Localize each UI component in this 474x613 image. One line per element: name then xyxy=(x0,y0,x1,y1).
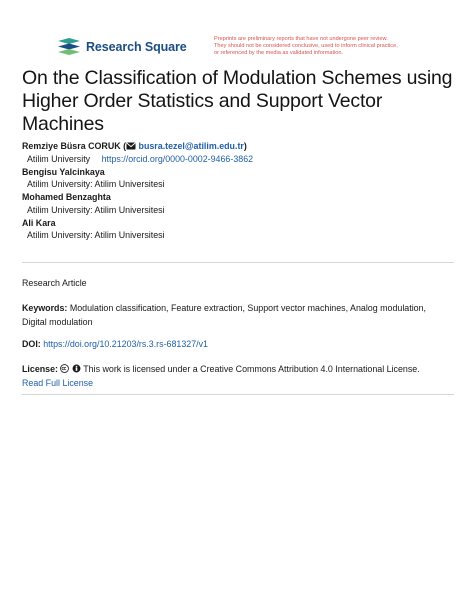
license-section xyxy=(22,363,454,390)
research-square-logo-icon xyxy=(56,37,82,57)
divider xyxy=(22,262,454,263)
envelope-icon xyxy=(126,142,136,150)
author-affiliation: Atilim University: Atilim Universitesi xyxy=(27,204,165,215)
divider xyxy=(22,394,454,395)
keywords-label: Keywords: xyxy=(22,303,68,313)
page-title: On the Classification of Modulation Schemes using Higher Order Statistics and Support Vector Machines xyxy=(22,67,453,135)
author-name: Ali Kara xyxy=(22,217,56,228)
author-name: Remziye Büsra CORUK xyxy=(22,141,121,151)
orcid-link[interactable]: https://orcid.org/0000-0002-9466-3862 xyxy=(101,153,254,164)
keywords-text: Modulation classification, Feature extraction, Support vector machines, Analog modulation, Digital modulation xyxy=(22,303,427,327)
attribution-icon xyxy=(72,364,81,373)
author-name: Bengisu Yalcinkaya xyxy=(22,166,105,177)
doi-section xyxy=(22,339,208,349)
author-email-link[interactable]: busra.tezel@atilim.edu.tr xyxy=(138,141,244,151)
author-item: Remziye Büsra CORUK ( busra.tezel@atilim.edu.tr) Atilim University https://orcid.org/0000-0002-9466-3862 xyxy=(22,141,254,164)
author-item xyxy=(22,218,462,244)
doi-link[interactable]: https://doi.org/10.21203/rs.3.rs-681327/v1 xyxy=(43,339,208,349)
author-affiliation: Atilim University: Atilim Universitesi xyxy=(27,230,165,240)
keywords-section xyxy=(22,302,452,329)
doi-label: DOI: xyxy=(22,339,41,349)
read-full-license-link[interactable]: Read Full License xyxy=(22,377,94,388)
research-square-logo[interactable] xyxy=(56,36,187,58)
page-header xyxy=(56,36,448,62)
author-item xyxy=(22,192,462,218)
creative-commons-icon xyxy=(60,364,69,373)
author-item xyxy=(22,167,462,193)
license-text: This work is licensed under a Creative Commons Attribution 4.0 International License. xyxy=(83,364,420,374)
author-affiliation: Atilim University xyxy=(27,153,91,164)
author-list xyxy=(22,141,462,243)
article-type: Research Article xyxy=(22,278,87,288)
preprint-notice: Preprints are preliminary reports that have not undergone peer review. They should not be considered conclusive, used to inform clinical practice, or referenced by the media as validated information. xyxy=(214,36,398,57)
logo-text: Research Square xyxy=(86,40,187,54)
author-name: Mohamed Benzaghta xyxy=(22,192,111,202)
license-label: License: xyxy=(22,364,59,374)
author-affiliation: Atilim University: Atilim Universitesi xyxy=(27,179,165,189)
